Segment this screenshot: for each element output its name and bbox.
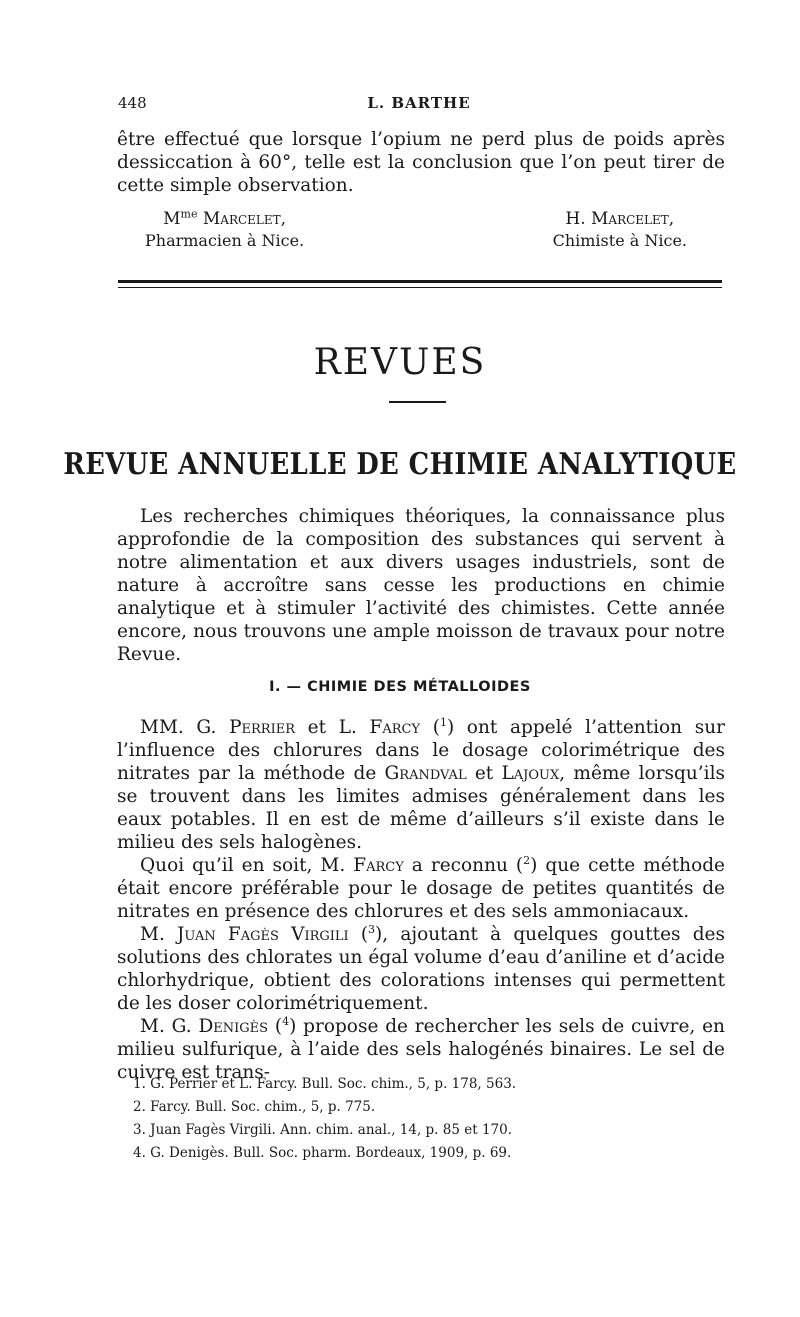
- article-title: REVUE ANNUELLE DE CHIMIE ANALYTIQUE: [63, 447, 737, 482]
- text-run: , ajoutant à quelques gouttes des solutions des chlorates un égal volume d’eau d’aniline et d’acide chlorhydrique, obtient des colorations intenses qui permettent de les doser colorimétriquement.: [117, 924, 725, 1014]
- footnote-ref: 2: [523, 853, 531, 867]
- double-rule-thick: [118, 280, 722, 283]
- signature-right: [553, 208, 687, 252]
- footnote: 3. Juan Fagès Virgili. Ann. chim. anal., 14, p. 85 et 170.: [133, 1122, 513, 1138]
- title-divider: [389, 401, 446, 403]
- text-run: MM. G.: [140, 717, 230, 738]
- text-run: M. G.: [140, 1016, 199, 1037]
- footnote-ref: 1: [439, 715, 447, 729]
- subsection-title: I. — CHIMIE DES MÉTALLOIDES: [269, 679, 531, 695]
- author-name: Farcy: [369, 717, 421, 738]
- signatures: [117, 208, 725, 254]
- section-title: REVUES: [313, 342, 487, 383]
- intro-paragraph-block: [117, 128, 725, 197]
- author-name: Lajoux: [501, 763, 560, 784]
- author-name: Denigès: [198, 1016, 269, 1037]
- signature-left-title: M: [163, 209, 181, 229]
- signature-left-name: Marcelet,: [202, 209, 287, 229]
- page-number: 448: [118, 94, 147, 112]
- paragraph-farcy: Quoi qu’il en soit, M. Farcy a reconnu ($^2$) que cette méthode était encore préférable pour le dosage de petites quantités de nitrates en présence des chlorures et des sels ammoniacaux.: [117, 853, 726, 922]
- text-run: M.: [140, 924, 177, 945]
- footnote: 1. G. Perrier et L. Farcy. Bull. Soc. chim., 5, p. 178, 563.: [133, 1076, 517, 1092]
- text-run: Quoi qu’il en soit, M.: [140, 855, 354, 876]
- footnote-ref: 3: [368, 922, 376, 936]
- paragraph-virgili: M. Juan Fagès Virgili ($^3$), ajoutant à quelques gouttes des solutions des chlorates un égal volume d’eau d’aniline et d’acide chlorhydrique, obtient des colorations intenses qui permettent de les doser colorimétriquement.: [117, 922, 725, 1014]
- text-run: et L.: [295, 717, 370, 738]
- text-run: ont appelé l’attention sur l’influence des chlorures dans le dosage colorimétrique des nitrates par la méthode de: [117, 717, 725, 784]
- author-name: Perrier: [229, 717, 296, 738]
- review-intro-paragraph: Les recherches chimiques théoriques, la connaissance plus approfondie de la composition des substances qui servent à notre alimentation et aux divers usages industriels, sont de nature à accroître sans cesse les productions en chimie analytique et à stimuler l’activité des chimistes. Cette année encore, nous trouvons une ample moisson de travaux pour notre Revue.: [117, 506, 725, 665]
- footnote-ref: 4: [282, 1014, 290, 1028]
- signature-left-role: Pharmacien à Nice.: [145, 231, 305, 250]
- running-head: [118, 94, 720, 116]
- text-run: propose de rechercher les sels de cuivre, en milieu sulfurique, à l’aide des sels halogénés binaires. Le sel de cuivre est trans-: [117, 1016, 725, 1083]
- double-rule-thin: [118, 287, 722, 288]
- body-text: [117, 716, 725, 1084]
- text-run: et: [466, 763, 502, 784]
- author-name: Farcy: [353, 855, 404, 876]
- signature-left-title-sup: me: [180, 207, 198, 221]
- text-run: que cette méthode était encore préférable pour le dosage de petites quantités de nitrates en présence des chlorures et des sels ammoniacaux.: [117, 855, 726, 922]
- signature-right-role: Chimiste à Nice.: [552, 231, 687, 250]
- text-run: , même lorsqu’ils se trouvent dans les limites admises généralement dans les eaux potables. Il en est de même d’ailleurs s’il existe dans le milieu des sels halogènes.: [117, 763, 725, 853]
- intro-paragraph: être effectué que lorsque l’opium ne perd plus de poids après dessiccation à 60°, telle est la conclusion que l’on peut tirer de cette simple observation.: [117, 129, 725, 196]
- author-name: Juan Fagès Virgili: [177, 924, 349, 945]
- paragraph-deniges: M. G. Denigès ($^4$) propose de rechercher les sels de cuivre, en milieu sulfurique, à l’aide des sels halogénés binaires. Le sel de cuivre est trans-: [117, 1014, 725, 1083]
- text-run: a reconnu: [403, 855, 516, 876]
- paragraph-perrier-farcy: MM. G. Perrier et L. Farcy ($^1$) ont appelé l’attention sur l’influence des chlorures dans le dosage colorimétrique des nitrates par la méthode de Grandval et Lajoux, même lorsqu’ils se trouvent dans les limites admises généralement dans les eaux potables. Il en est de même d’ailleurs s’il existe dans le milieu des sels halogènes.: [117, 715, 725, 853]
- footnotes: [133, 1073, 713, 1165]
- footnote: 2. Farcy. Bull. Soc. chim., 5, p. 775.: [133, 1099, 376, 1115]
- signature-left: [145, 208, 304, 252]
- footnote: 4. G. Denigès. Bull. Soc. pharm. Bordeaux, 1909, p. 69.: [133, 1145, 512, 1161]
- signature-right-name: H. Marcelet,: [565, 209, 675, 229]
- author-name: Grandval: [384, 763, 467, 784]
- header-author: L. BARTHE: [367, 94, 471, 112]
- review-intro-block: [117, 505, 725, 666]
